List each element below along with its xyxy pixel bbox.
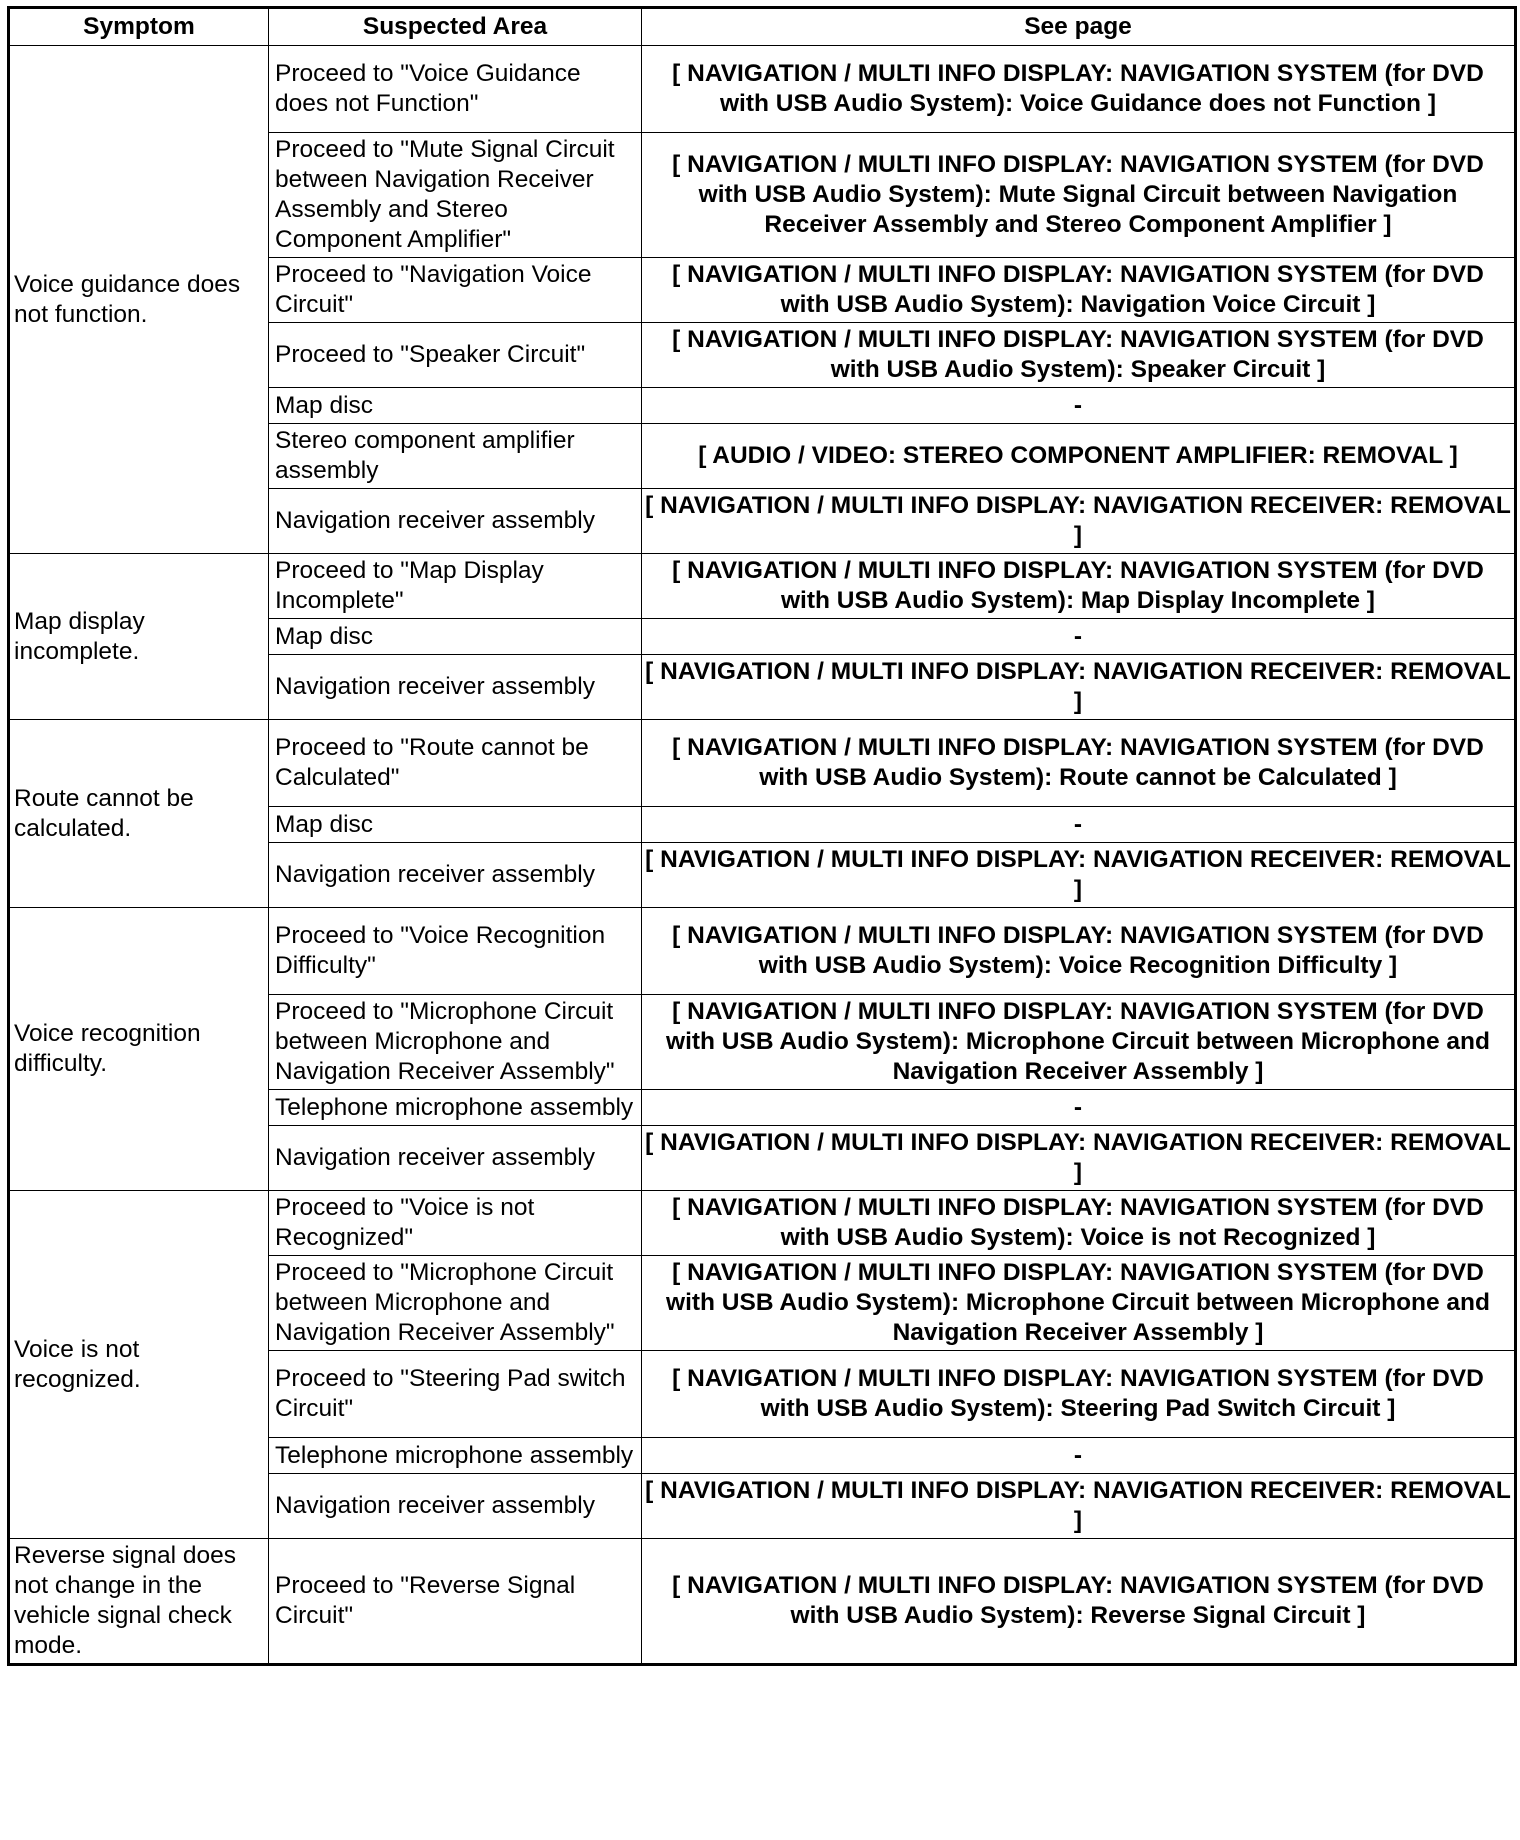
suspected-area-cell: Proceed to "Route cannot be Calculated" [269, 720, 642, 807]
suspected-area-cell: Map disc [269, 807, 642, 843]
symptom-cell: Voice guidance does not function. [9, 46, 269, 554]
suspected-area-cell: Navigation receiver assembly [269, 843, 642, 908]
suspected-area-cell: Navigation receiver assembly [269, 1474, 642, 1539]
see-page-link[interactable]: [ NAVIGATION / MULTI INFO DISPLAY: NAVIGATION SYSTEM (for DVD with USB Audio System): Microphone Circuit between Microphone and Navigation Receiver Assembly ] [642, 1256, 1516, 1351]
troubleshooting-page [7, 6, 1514, 1666]
header-symptom: Symptom [9, 8, 269, 46]
suspected-area-cell: Proceed to "Voice Recognition Difficulty" [269, 908, 642, 995]
table-header-row [9, 8, 1516, 46]
see-page-link[interactable]: [ NAVIGATION / MULTI INFO DISPLAY: NAVIGATION SYSTEM (for DVD with USB Audio System): Microphone Circuit between Microphone and Navigation Receiver Assembly ] [642, 995, 1516, 1090]
see-page-link[interactable]: [ NAVIGATION / MULTI INFO DISPLAY: NAVIGATION SYSTEM (for DVD with USB Audio System): Mute Signal Circuit between Navigation Receiver Assembly and Stereo Component Amplifier ] [642, 133, 1516, 258]
table-row [9, 46, 1516, 133]
table-body [9, 46, 1516, 1665]
symptom-cell: Route cannot be calculated. [9, 720, 269, 908]
see-page-link[interactable]: [ NAVIGATION / MULTI INFO DISPLAY: NAVIGATION SYSTEM (for DVD with USB Audio System): Navigation Voice Circuit ] [642, 258, 1516, 323]
suspected-area-cell: Stereo component amplifier assembly [269, 424, 642, 489]
suspected-area-cell: Proceed to "Mute Signal Circuit between Navigation Receiver Assembly and Stereo Component Amplifier" [269, 133, 642, 258]
suspected-area-cell: Navigation receiver assembly [269, 655, 642, 720]
symptom-cell: Map display incomplete. [9, 554, 269, 720]
table-row [9, 1539, 1516, 1665]
see-page-link[interactable]: [ NAVIGATION / MULTI INFO DISPLAY: NAVIGATION SYSTEM (for DVD with USB Audio System): Voice Guidance does not Function ] [642, 46, 1516, 133]
suspected-area-cell: Proceed to "Voice Guidance does not Function" [269, 46, 642, 133]
see-page-link[interactable]: [ NAVIGATION / MULTI INFO DISPLAY: NAVIGATION RECEIVER: REMOVAL ] [642, 489, 1516, 554]
symptom-cell: Reverse signal does not change in the vehicle signal check mode. [9, 1539, 269, 1665]
table-row [9, 720, 1516, 807]
see-page-link[interactable]: [ AUDIO / VIDEO: STEREO COMPONENT AMPLIFIER: REMOVAL ] [642, 424, 1516, 489]
see-page-link[interactable]: [ NAVIGATION / MULTI INFO DISPLAY: NAVIGATION SYSTEM (for DVD with USB Audio System): Voice Recognition Difficulty ] [642, 908, 1516, 995]
suspected-area-cell: Navigation receiver assembly [269, 489, 642, 554]
see-page-cell: - [642, 1438, 1516, 1474]
suspected-area-cell: Map disc [269, 619, 642, 655]
header-see-page: See page [642, 8, 1516, 46]
suspected-area-cell: Proceed to "Microphone Circuit between Microphone and Navigation Receiver Assembly" [269, 995, 642, 1090]
table-row [9, 1191, 1516, 1256]
see-page-cell: - [642, 388, 1516, 424]
see-page-cell: - [642, 619, 1516, 655]
problem-symptoms-table [7, 6, 1517, 1666]
suspected-area-cell: Proceed to "Steering Pad switch Circuit" [269, 1351, 642, 1438]
suspected-area-cell: Proceed to "Navigation Voice Circuit" [269, 258, 642, 323]
header-suspected-area: Suspected Area [269, 8, 642, 46]
table-row [9, 908, 1516, 995]
suspected-area-cell: Telephone microphone assembly [269, 1438, 642, 1474]
suspected-area-cell: Proceed to "Reverse Signal Circuit" [269, 1539, 642, 1665]
symptom-cell: Voice recognition difficulty. [9, 908, 269, 1191]
see-page-link[interactable]: [ NAVIGATION / MULTI INFO DISPLAY: NAVIGATION RECEIVER: REMOVAL ] [642, 1474, 1516, 1539]
table-row [9, 554, 1516, 619]
see-page-link[interactable]: [ NAVIGATION / MULTI INFO DISPLAY: NAVIGATION SYSTEM (for DVD with USB Audio System): Steering Pad Switch Circuit ] [642, 1351, 1516, 1438]
see-page-link[interactable]: [ NAVIGATION / MULTI INFO DISPLAY: NAVIGATION SYSTEM (for DVD with USB Audio System): Reverse Signal Circuit ] [642, 1539, 1516, 1665]
see-page-link[interactable]: [ NAVIGATION / MULTI INFO DISPLAY: NAVIGATION RECEIVER: REMOVAL ] [642, 655, 1516, 720]
suspected-area-cell: Telephone microphone assembly [269, 1090, 642, 1126]
see-page-link[interactable]: [ NAVIGATION / MULTI INFO DISPLAY: NAVIGATION SYSTEM (for DVD with USB Audio System): Map Display Incomplete ] [642, 554, 1516, 619]
see-page-link[interactable]: [ NAVIGATION / MULTI INFO DISPLAY: NAVIGATION SYSTEM (for DVD with USB Audio System): Route cannot be Calculated ] [642, 720, 1516, 807]
see-page-link[interactable]: [ NAVIGATION / MULTI INFO DISPLAY: NAVIGATION RECEIVER: REMOVAL ] [642, 843, 1516, 908]
see-page-link[interactable]: [ NAVIGATION / MULTI INFO DISPLAY: NAVIGATION RECEIVER: REMOVAL ] [642, 1126, 1516, 1191]
see-page-cell: - [642, 807, 1516, 843]
see-page-link[interactable]: [ NAVIGATION / MULTI INFO DISPLAY: NAVIGATION SYSTEM (for DVD with USB Audio System): Voice is not Recognized ] [642, 1191, 1516, 1256]
suspected-area-cell: Proceed to "Microphone Circuit between Microphone and Navigation Receiver Assembly" [269, 1256, 642, 1351]
symptom-cell: Voice is not recognized. [9, 1191, 269, 1539]
see-page-cell: - [642, 1090, 1516, 1126]
suspected-area-cell: Navigation receiver assembly [269, 1126, 642, 1191]
suspected-area-cell: Proceed to "Speaker Circuit" [269, 323, 642, 388]
see-page-link[interactable]: [ NAVIGATION / MULTI INFO DISPLAY: NAVIGATION SYSTEM (for DVD with USB Audio System): Speaker Circuit ] [642, 323, 1516, 388]
suspected-area-cell: Proceed to "Map Display Incomplete" [269, 554, 642, 619]
suspected-area-cell: Proceed to "Voice is not Recognized" [269, 1191, 642, 1256]
suspected-area-cell: Map disc [269, 388, 642, 424]
